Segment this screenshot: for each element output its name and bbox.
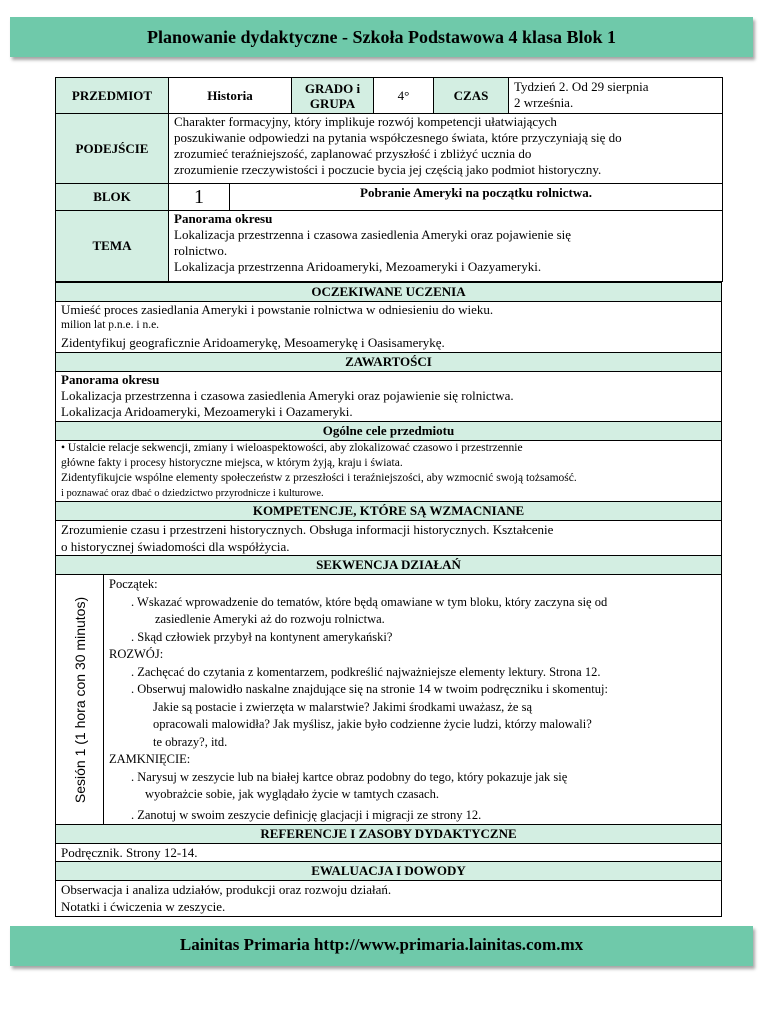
sekwencja-content (104, 575, 722, 825)
footer-text: Lainitas Primaria http://www.primaria.lainitas.com.mx (179, 935, 584, 954)
sequence-item: . Obserwuj malowidło naskalne znajdujące się na stronie 14 w twoim podręczniku i skomentuj: (131, 682, 608, 696)
czas-value-line2: 2 września. (514, 95, 574, 110)
sequence-item: . Skąd człowiek przybył na kontynent amerykański? (131, 629, 393, 644)
oczekiwane-line1: Umieść proces zasiedlania Ameryki i powstanie rolnictwa w odniesieniu do wieku. (61, 302, 494, 317)
tema-line: Lokalizacja przestrzenna Aridoameryki, Mezoameryki i Oazyameryki. (174, 259, 542, 274)
podejscie-text (169, 114, 723, 184)
grado-label (292, 78, 374, 114)
czas-value-line1: Tydzień 2. Od 29 sierpnia (514, 79, 649, 94)
grado-label-line2: GRUPA (309, 95, 356, 111)
sequence-item: . Narysuj w zeszycie lub na białej kartce obraz podobny do tego, który pokazuje jak się (131, 769, 568, 784)
blok-title: Pobranie Ameryki na początku rolnictwa. (230, 184, 723, 211)
cele-title: Ogólne cele przedmiotu (56, 422, 722, 441)
zawartosci-line2: Lokalizacja Aridoameryki, Mezoameryki i Oazameryki. (61, 404, 353, 419)
cele-content (56, 441, 722, 502)
kompetencje-title: KOMPETENCJE, KTÓRE SĄ WZMACNIANE (56, 502, 722, 521)
blok-value: 1 (169, 184, 230, 211)
cele-line: • Ustalcie relacje sekwencji, zmiany i wieloaspektowości, aby zlokalizować czasowo i przestrzennie (61, 442, 523, 454)
czas-value (509, 78, 723, 114)
footer-banner (10, 926, 753, 966)
poczatek-heading: Początek: (109, 577, 158, 591)
oczekiwane-line3: Zidentyfikuj geograficznie Aridoamerykę, Mesoamerykę i Oasisamerykę. (61, 335, 445, 350)
cele-line: i poznawać oraz dbać o dziedzictwo przyrodnicze i kulturowe. (61, 488, 324, 499)
oczekiwane-line2: milion lat p.n.e. i n.e. (61, 319, 160, 331)
zamkniecie-heading: ZAMKNIĘCIE: (109, 752, 191, 766)
podejscie-label: PODEJŚCIE (56, 114, 169, 184)
cele-line: Zidentyfikujcie wspólne elementy społeczeństw z przeszłości i teraźniejszości, aby wzmocnić swoją tożsamość. (61, 472, 577, 484)
tema-heading: Panorama okresu (174, 211, 273, 226)
zawartosci-content (56, 372, 722, 422)
zawartosci-title: ZAWARTOŚCI (56, 353, 722, 372)
oczekiwane-title: OCZEKIWANE UCZENIA (56, 283, 722, 302)
lesson-plan-table (55, 77, 722, 917)
sekwencja-title: SEKWENCJA DZIAŁAŃ (56, 556, 722, 575)
sequence-item: Jakie są postacie i zwierzęta w malarstwie? Jakimi środkami uważasz, że są (153, 699, 533, 714)
referencje-text: Podręcznik. Strony 12-14. (56, 844, 722, 862)
sequence-item: wyobrażcie sobie, jak wyglądało życie w tamtych czasach. (145, 787, 439, 801)
sequence-item: . Zachęcać do czytania z komentarzem, podkreślić najważniejsze elementy lektury. Strona 12. (131, 664, 601, 679)
ewaluacja-line1: Obserwacja i analiza udziałów, produkcji oraz rozwoju działań. (61, 882, 392, 897)
przedmiot-value: Historia (169, 78, 292, 114)
kompetencje-content (56, 521, 722, 556)
rozwoj-heading: ROZWÓJ: (109, 647, 164, 661)
blok-label: BLOK (56, 184, 169, 211)
info-table (55, 77, 723, 282)
tema-line: rolnictwo. (174, 243, 228, 258)
grado-value: 4° (374, 78, 434, 114)
grado-label-line1: GRADO i (304, 80, 361, 96)
cele-line: główne fakty i procesy historyczne miejsca, w którym żyją, kraju i świata. (61, 457, 403, 469)
session-label-cell (56, 575, 104, 825)
header-banner (10, 17, 753, 57)
podejscie-line: poszukiwanie odpowiedzi na pytania współczesnego świata, które przyczyniają się do (174, 130, 622, 145)
czas-label: CZAS (434, 78, 509, 114)
session-label: Sesión 1 (1 hora con 30 minutos) (71, 596, 88, 803)
ewaluacja-content (56, 881, 722, 917)
przedmiot-label: PRZEDMIOT (56, 78, 169, 114)
podejscie-line: zrozumieć teraźniejszość, zaplanować przyszłość i zbliżyć ucznia do (174, 146, 532, 161)
podejscie-line: zrozumienie rzeczywistości i poczucie bycia jej częścią jako podmiot historyczny. (174, 162, 602, 177)
sequence-item: . Zanotuj w swoim zeszycie definicję glacjacji i migracji ze strony 12. (131, 807, 482, 822)
document-title: Planowanie dydaktyczne - Szkoła Podstawowa 4 klasa Blok 1 (146, 27, 617, 47)
sections-table (55, 282, 722, 917)
kompetencje-line2: o historycznej świadomości dla współżycia. (61, 539, 290, 554)
podejscie-line: Charakter formacyjny, który implikuje rozwój kompetencji ułatwiających (174, 114, 557, 129)
ewaluacja-line2: Notatki i ćwiczenia w zeszycie. (61, 899, 226, 914)
referencje-title: REFERENCJE I ZASOBY DYDAKTYCZNE (56, 825, 722, 844)
tema-label: TEMA (56, 211, 169, 282)
sequence-item: te obrazy?, itd. (153, 734, 228, 749)
sequence-item: . Wskazać wprowadzenie do tematów, które będą omawiane w tym bloku, który zaczyna się od (131, 594, 608, 609)
sequence-item: opracowali malowidła? Jak myślisz, jakie było codzienne życie ludzi, którzy malowali? (153, 717, 592, 731)
sequence-item: zasiedlenie Ameryki aż do rozwoju rolnictwa. (155, 612, 385, 626)
ewaluacja-title: EWALUACJA I DOWODY (56, 862, 722, 881)
kompetencje-line1: Zrozumienie czasu i przestrzeni historycznych. Obsługa informacji historycznych. Kształcenie (61, 522, 554, 537)
zawartosci-heading: Panorama okresu (61, 372, 160, 387)
tema-text (169, 211, 723, 282)
tema-line: Lokalizacja przestrzenna i czasowa zasiedlenia Ameryki oraz pojawienie się (174, 227, 572, 242)
zawartosci-line1: Lokalizacja przestrzenna i czasowa zasiedlenia Ameryki oraz pojawienie się rolnictwa. (61, 388, 514, 403)
oczekiwane-content (56, 302, 722, 353)
